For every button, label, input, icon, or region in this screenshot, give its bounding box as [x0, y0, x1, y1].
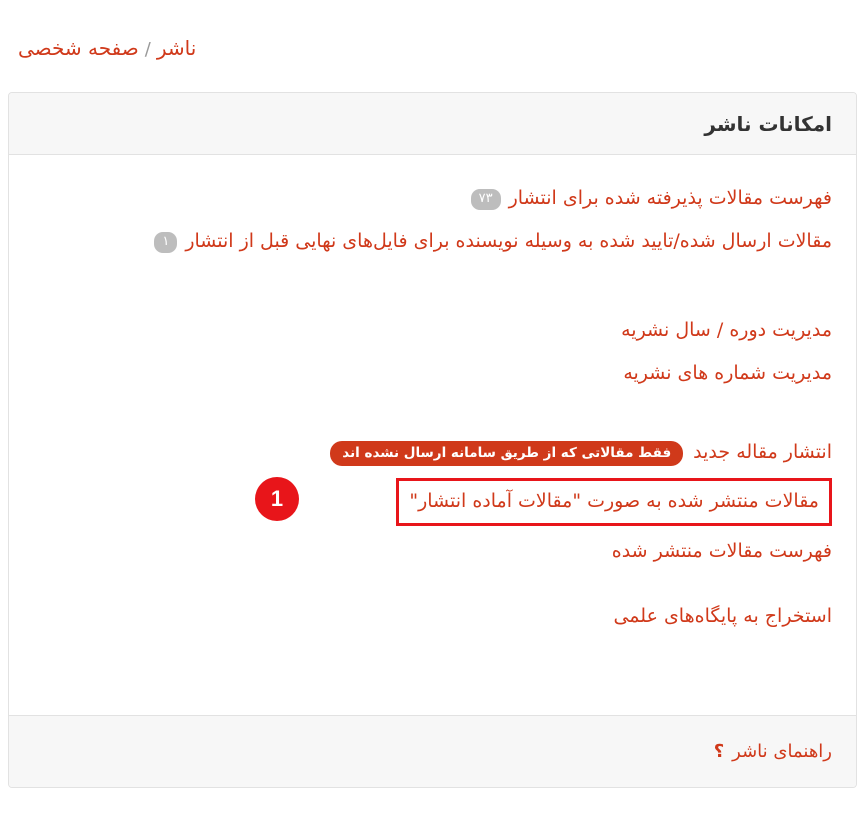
step-marker-1: 1 [255, 477, 299, 521]
link-manage-volume-year[interactable]: مدیریت دوره / سال نشریه [621, 319, 832, 341]
page-title: امکانات ناشر [704, 111, 832, 136]
breadcrumb-item-publisher[interactable]: ناشر [156, 36, 197, 60]
link-published-articles-list[interactable]: فهرست مقالات منتشر شده [611, 540, 832, 562]
link-export-to-scientific-databases[interactable]: استخراج به پایگاه‌های علمی [613, 605, 832, 627]
list-item [33, 534, 832, 569]
breadcrumb [0, 34, 865, 64]
list-item [33, 356, 832, 391]
list-item [33, 599, 832, 634]
link-manage-issues[interactable]: مدیریت شماره های نشریه [623, 362, 832, 384]
list-item [33, 181, 832, 216]
link-accepted-articles[interactable]: فهرست مقالات پذیرفته شده برای انتشار [508, 187, 832, 209]
highlight-rectangle [396, 478, 832, 526]
question-mark-icon: ؟ [713, 741, 725, 762]
highlighted-list-item [33, 478, 832, 526]
spacer [33, 577, 832, 599]
spacer [33, 267, 832, 313]
note-badge-not-submitted-via-system: فقط مقالاتی که از طریق سامانه ارسال نشده اند [330, 441, 683, 466]
link-publisher-guide[interactable]: راهنمای ناشر [732, 741, 832, 762]
panel-footer [9, 715, 856, 787]
breadcrumb-item-home[interactable]: صفحه شخصی [18, 36, 139, 60]
badge-author-confirmed-count: ۱ [154, 232, 177, 253]
list-item [33, 224, 832, 259]
link-publish-new-article[interactable]: انتشار مقاله جدید [693, 441, 832, 463]
link-author-confirmed-final-files[interactable]: مقالات ارسال شده/تایید شده به وسیله نویسنده برای فایل‌های نهایی قبل از انتشار [185, 230, 832, 252]
publisher-options-panel [8, 92, 857, 788]
panel-header [9, 93, 856, 155]
list-item [33, 313, 832, 348]
panel-body [9, 155, 856, 715]
list-item [33, 435, 832, 470]
link-articles-in-press[interactable]: مقالات منتشر شده به صورت "مقالات آماده انتشار" [409, 490, 819, 512]
spacer [33, 399, 832, 435]
breadcrumb-separator: / [144, 39, 151, 60]
badge-accepted-count: ۷۳ [471, 189, 501, 210]
